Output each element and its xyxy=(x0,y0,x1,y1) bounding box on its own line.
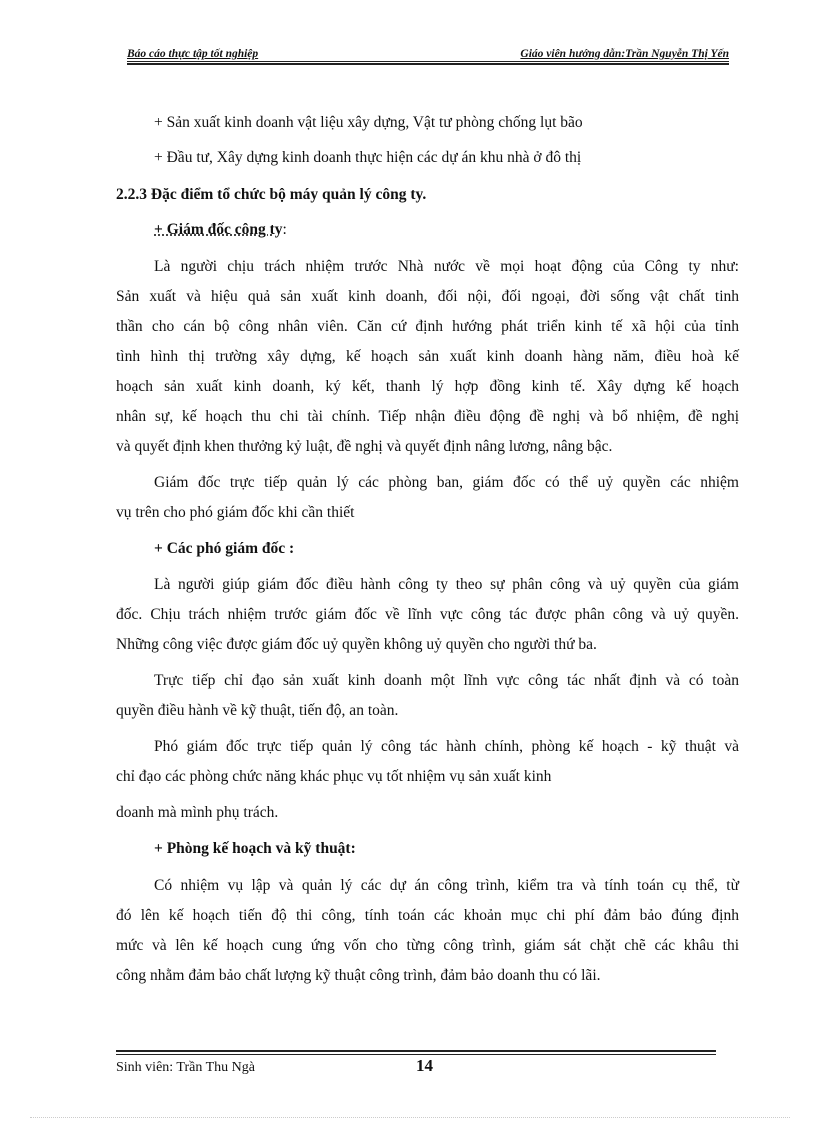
paragraph-line: đốc. Chịu trách nhiệm trước giám đốc về lĩnh vực công tác được phân công và uỷ quyền. xyxy=(116,606,739,623)
paragraph-line: doanh mà mình phụ trách. xyxy=(116,804,279,821)
paragraph-line: Trực tiếp chỉ đạo sản xuất kinh doanh một lĩnh vực công tác nhất định và có toàn xyxy=(154,672,739,689)
footer-rule xyxy=(116,1054,716,1055)
list-item: + Đầu tư, Xây dựng kinh doanh thực hiện các dự án khu nhà ở đô thị xyxy=(154,149,582,166)
page-header xyxy=(127,46,729,66)
paragraph-line: thần cho cán bộ công nhân viên. Căn cứ định hướng phát triển kinh tế xã hội của tỉnh xyxy=(116,318,739,335)
paragraph-line: Phó giám đốc trực tiếp quản lý công tác hành chính, phòng kế hoạch - kỹ thuật và xyxy=(154,738,739,755)
subheading: + Phòng kế hoạch và kỹ thuật: xyxy=(154,840,356,857)
subheading-colon: : xyxy=(282,221,287,238)
paragraph-line: nhân sự, kế hoạch thu chi tài chính. Tiếp nhận điều động đề nghị và bổ nhiệm, đề nghị xyxy=(116,408,739,425)
header-rule-thick xyxy=(127,63,729,65)
paragraph-line: và quyết định khen thưởng kỷ luật, đề nghị và quyết định nâng lương, nâng bậc. xyxy=(116,438,613,455)
header-rule xyxy=(127,61,729,62)
subheading xyxy=(154,221,739,239)
paragraph-line: Những công việc được giám đốc uỷ quyền không uỷ quyền cho người thứ ba. xyxy=(116,636,597,653)
paragraph-line: Có nhiệm vụ lập và quản lý các dự án công trình, kiểm tra và tính toán cụ thể, từ xyxy=(154,877,739,894)
paragraph-line: tình hình thị trường xây dựng, kế hoạch sản xuất kinh doanh hàng năm, điều hoà kế xyxy=(116,348,739,365)
header-report-title: Báo cáo thực tập tốt nghiệp xyxy=(127,48,259,60)
paragraph-line: đó lên kế hoạch tiến độ thi công, tính toán các khoản mục chi phí đảm bảo đúng định xyxy=(116,907,739,924)
paragraph-line: Sản xuất và hiệu quả sản xuất kinh doanh, đối nội, đối ngoại, đời sống vật chất tinh xyxy=(116,288,739,305)
list-item: + Sản xuất kinh doanh vật liệu xây dựng, Vật tư phòng chống lụt bão xyxy=(154,114,583,131)
footer-student: Sinh viên: Trần Thu Ngà xyxy=(116,1060,255,1075)
page-bottom-dotted-line xyxy=(30,1117,790,1118)
paragraph-line: vụ trên cho phó giám đốc khi cần thiết xyxy=(116,504,355,521)
header-supervisor: Giáo viên hướng dẫn:Trần Nguyễn Thị Yến xyxy=(520,48,729,60)
paragraph-line: Là người chịu trách nhiệm trước Nhà nước về mọi hoạt động của Công ty như: xyxy=(154,258,739,275)
paragraph-line: Là người giúp giám đốc điều hành công ty theo sự phân công và uỷ quyền của giám xyxy=(154,576,739,593)
page-number: 14 xyxy=(416,1056,433,1075)
page-footer xyxy=(116,1050,716,1080)
paragraph-line: quyền điều hành về kỹ thuật, tiến độ, an toàn. xyxy=(116,702,399,719)
paragraph-line: công nhằm đảm bảo chất lượng kỹ thuật công trình, đảm bảo doanh thu có lãi. xyxy=(116,967,601,984)
paragraph-line: mức và lên kế hoạch cung ứng vốn cho từng công trình, giám sát chặt chẽ các khâu thi xyxy=(116,937,739,954)
footer-rule-thick xyxy=(116,1050,716,1052)
paragraph-line: Giám đốc trực tiếp quản lý các phòng ban, giám đốc có thể uỷ quyền các nhiệm xyxy=(154,474,739,491)
subheading: + Các phó giám đốc : xyxy=(154,540,295,557)
section-heading: 2.2.3 Đặc điểm tổ chức bộ máy quản lý công ty. xyxy=(116,186,427,203)
paragraph-line: chỉ đạo các phòng chức năng khác phục vụ tốt nhiệm vụ sản xuất kinh xyxy=(116,768,552,785)
subheading-label: + Giám đốc công ty xyxy=(154,221,283,238)
paragraph-line: hoạch sản xuất kinh doanh, ký kết, thanh lý hợp đồng kinh tế. Xây dựng kế hoạch xyxy=(116,378,739,395)
